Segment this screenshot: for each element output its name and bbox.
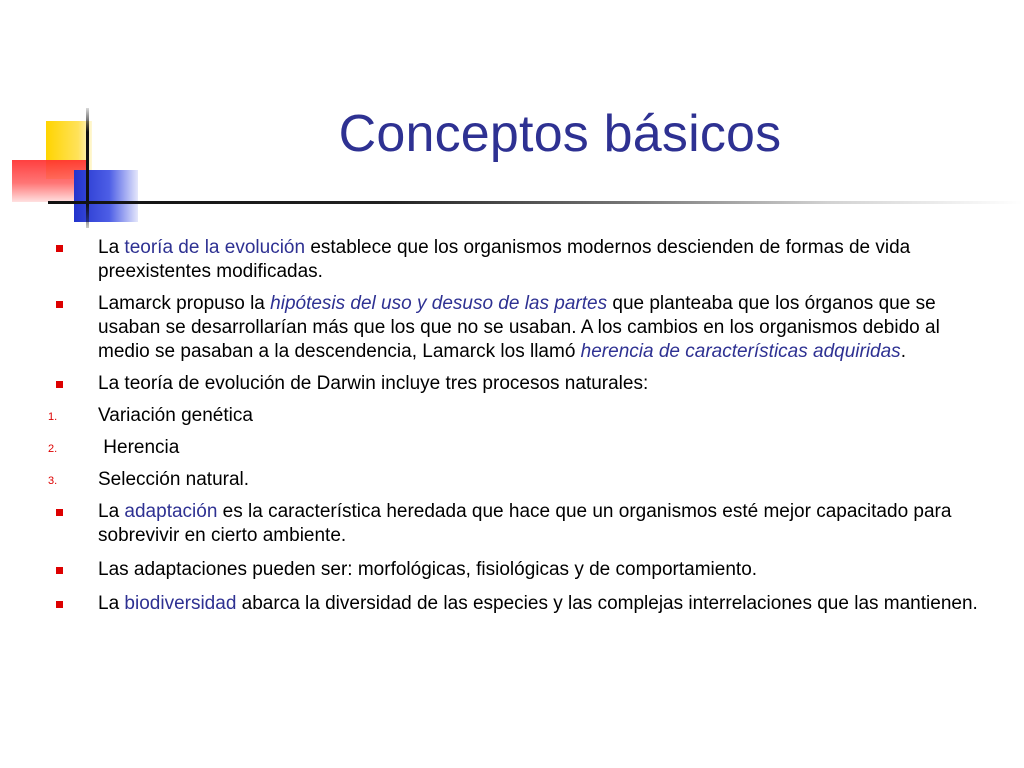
text-span: La [98,237,125,258]
horizontal-divider-line [48,201,1023,204]
list-item-adaptation-types [48,558,978,582]
vertical-divider-line [86,108,89,228]
item-text: Variación genética [98,405,253,426]
highlight-term: hipótesis del uso y desuso de las partes [270,293,608,314]
bullet-list [48,236,978,616]
text-span: abarca la diversidad de las especies y las complejas interrelaciones que las mantienen. [236,593,978,614]
square-bullet-icon [56,301,63,308]
square-bullet-icon [56,381,63,388]
text-span: La [98,593,125,614]
list-item-biodiversity [48,592,978,616]
item-text: Las adaptaciones pueden ser: morfológicas, fisiológicas y de comportamiento. [98,559,758,580]
square-bullet-icon [56,601,63,608]
list-number: 2. [48,443,58,455]
item-text: Selección natural. [98,469,250,490]
numbered-item-selection [48,468,978,492]
decorative-emblem [0,0,200,240]
text-span: Lamarck propuso la [98,293,271,314]
list-item-darwin [48,372,978,396]
square-bullet-icon [56,509,63,516]
item-text: Herencia [98,437,180,458]
list-number: 1. [48,411,58,423]
item-text [98,292,978,364]
item-text [98,236,978,284]
item-text [98,500,978,548]
list-item-lamarck [48,292,978,364]
text-span: es la característica heredada que hace que un organismos esté mejor capacitado para sobrevivir en cierto ambiente. [98,501,952,546]
list-item-adaptation [48,500,978,548]
slide-title: Conceptos básicos [338,105,782,163]
highlight-term: teoría de la evolución [124,237,306,258]
item-text [98,592,978,616]
numbered-item-heredity [48,436,978,460]
text-span: que planteaba que los órganos que se usaban se desarrollarían más que los que no se usaban. A los cambios en los organismos debido al medio se pasaban a la descendencia, Lamarck los llamó [98,293,940,362]
highlight-term: adaptación [124,501,218,522]
text-span: . [900,341,906,362]
highlight-term: biodiversidad [124,593,237,614]
blue-square-decoration [74,170,138,222]
square-bullet-icon [56,245,63,252]
highlight-term: herencia de características adquiridas [580,341,901,362]
item-text: La teoría de evolución de Darwin incluye tres procesos naturales: [98,373,649,394]
square-bullet-icon [56,567,63,574]
text-span: establece que los organismos modernos descienden de formas de vida preexistentes modificadas. [98,237,911,282]
list-number: 3. [48,475,58,487]
list-item-evolution-theory [48,236,978,284]
numbered-item-variation [48,404,978,428]
text-span: La [98,501,125,522]
